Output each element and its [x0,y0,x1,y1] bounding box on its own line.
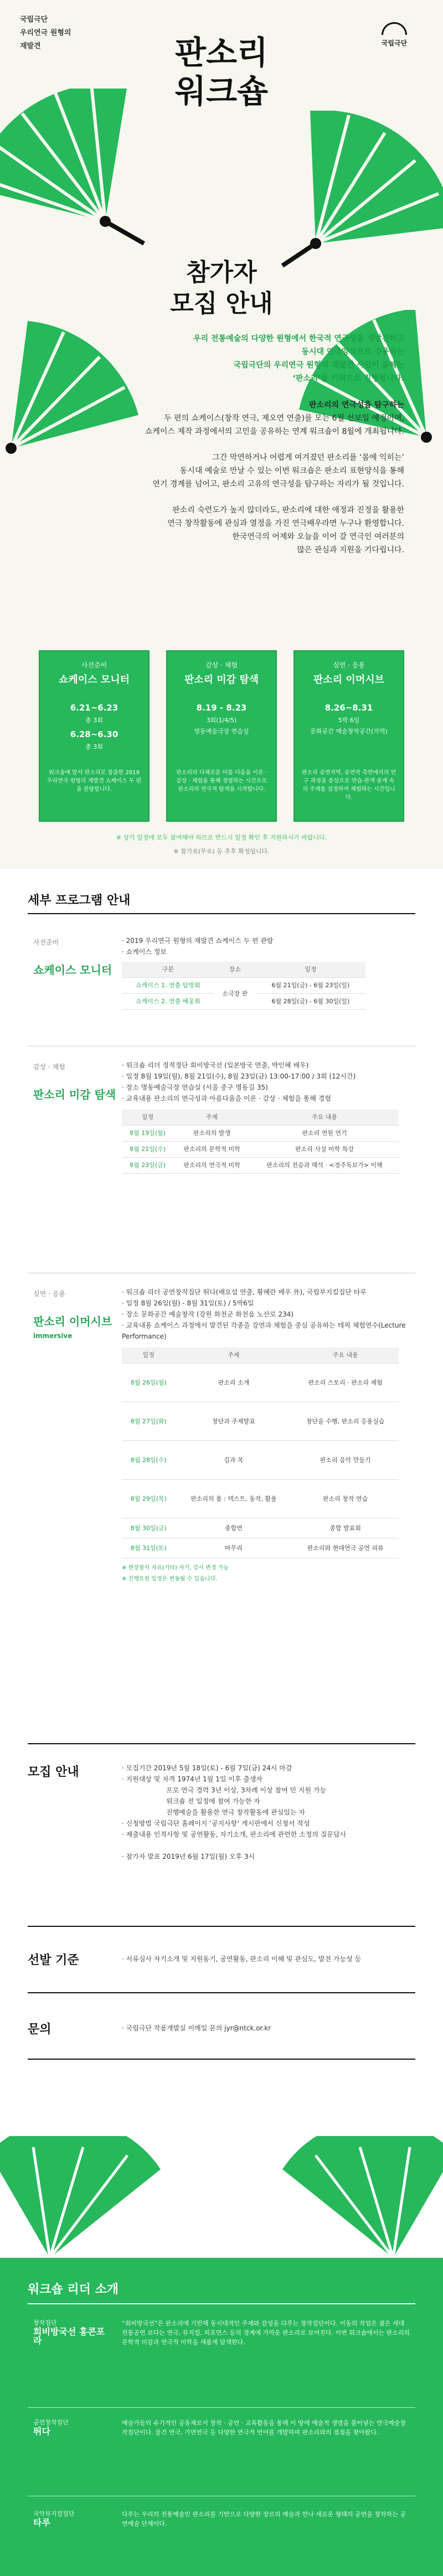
row-line: · 일정 8월 19일(월), 8월 21일(수), 8월 23일(금) 13:00-17:00 / 3회 (12시간) [122,1072,356,1080]
divider [28,913,415,914]
table-row [122,978,365,994]
card-venue: 문화공간 예술창작공간(지역) [310,728,388,735]
table-cell: 판소리의 몸 : 텍스트, 동작, 활용 [176,1480,292,1518]
card-immersive [293,650,404,822]
table-cell: 판소리의 전승과 해석 · <경주독보가> 이해 [250,1158,399,1174]
leader-name-block [33,2319,111,2345]
intro-paragraph-4 [39,504,404,557]
schedule-cards [39,650,404,822]
card-date-sub: 총 3회 [85,743,103,750]
card-showcase-monitor [39,650,150,822]
intro-line: 연극 창작활동에 관심과 열정을 가진 연극배우라면 누구나 환영합니다. [167,519,404,528]
table-cell: 8월 26일(월) [122,1364,176,1402]
leader-desc: “회비방국선”은 판소리에 기반해 동시대적인 주제와 감성을 다루는 창작집단이다. 이동의 작업은 젊은 세대 전통공연 보다는 연극, 뮤지컬, 퍼포먼스 등의 경계에 가까운 판소리로 보여진다. 이번 워크숍에서는 판소리의 문학적 미감과 연극적 미학을 새롭게 탐색한다. [122,2320,410,2346]
divider [28,2407,415,2408]
row-line: · 장소 문화공간 예술창작 (강원 화천군 화천읍 노산로 234) [122,1310,294,1318]
intro-paragraph-2 [39,398,404,438]
recruit-title: 모집 안내 [28,1765,79,1779]
footnote: ※ 현장참석 자료(기타) 자기, 강사 변경 가능 [122,1565,229,1571]
intro-line: 많은 관심과 지원을 기다립니다. [297,546,404,554]
showcase-table [122,962,365,1010]
table-cell: 8월 31일(토) [122,1538,176,1558]
contact-line[interactable]: · 국립극단 작품개발실 이메일 문의 jyr@ntck.or.kr [122,2024,271,2032]
leader-name-block [33,2418,111,2436]
row-category: 사전준비 [33,939,59,946]
row-title: 판소리 미감 탐색 [33,1088,116,1101]
table-cell: 판소리 소개 [176,1364,292,1402]
notice-text: ※ 상기 일정에 모두 참여해야 하므로 반드시 일정 확인 후 지원하시기 바랍니다. [116,834,327,841]
row-line: · 2019 우리연극 원형의 재발견 쇼케이스 두 편 관람 [122,937,274,945]
intro-line: 한국연극의 어제와 오늘을 이어 갈 연극인 여러분의 [232,532,404,541]
fan-right-icon [238,111,443,277]
logo-text: 국립극단 [381,39,408,47]
card-venue: 명동예술극장 연습실 [194,728,249,735]
intro-line: 두 편의 쇼케이스(창작 연극, 제오연 연출)를 모는 6월 선보일 예정이며, [164,414,404,423]
table-row [122,1538,399,1558]
recruit-line: · 모집기간 2019년 5월 18일(토) - 6월 7일(금) 24시 마감 [122,1764,292,1772]
table-cell: 판소리 스토리 · 판소리 체험 [292,1364,399,1402]
row-category: 실연 · 응용 [33,1290,65,1298]
table-cell: 종합 발표회 [292,1518,399,1538]
main-title-line: 판소리 [174,34,269,71]
footer-fans-icon [0,2136,443,2258]
table-cell: 판소리 사설 미학 특강 [250,1142,399,1158]
table-header: 주제 [176,1347,292,1364]
recruit-line: · 제출내용 인적사항 및 공연활동, 자기소개, 판소리에 관련한 소정의 질문답사 [122,1831,347,1838]
leader-desc: 예술가들의 유기적인 공동체로서 창작 · 공연 · 교육활동을 통해 이 땅에 예술적 생명을 불어넣는 연극예술창작집단이다. 물건 연극, 가면연극 등 다양한 연극적 언어를 개발하며 판소리와의 접점을 찾아왔다. [122,2419,406,2436]
table-cell: 길과 목 [176,1441,292,1480]
intro-line: 쇼케이스 제작 과정에서의 고민을 공유하는 연계 워크숍이 8월에 개최됩니다. [145,427,404,436]
table-cell: 판소리 창작 연습 [292,1480,399,1518]
intro-line: ‘판소리’를 키워드로 진행됩니다. [292,374,404,383]
aesthetic-table [122,1110,399,1174]
org-line: 재발견 [20,42,41,50]
criteria-title: 선발 기준 [28,1953,79,1967]
row-title: 판소리 이머시브 [33,1315,112,1328]
leader-name: 뛰다 [33,2426,50,2437]
table-cell: 쇼케이스 1. 연출 탐방회 [122,978,214,994]
card-aesthetic-explore [166,650,277,822]
recruit-line: 프로 연극 경력 3년 이상, 3차례 이상 참여 민 지원 가능 [166,1786,327,1794]
table-row [122,1518,399,1538]
row-line: · 워크숍 리더 공연창작집단 뛰다(배요섭 연출, 황혜란 배우 外), 국립부지킬집단 타루 [122,1288,367,1296]
card-date-sub: 3회(1/4/5) [206,717,237,724]
table-cell: 창단과 주제발표 [176,1402,292,1441]
table-cell: 8월 19일(월) [122,1126,173,1142]
table-header: 일정 [122,1110,173,1126]
row-line: · 일정 8월 26일(월) - 8월 31일(토) / 5박6일 [122,1299,254,1307]
program-row-content [122,1060,410,1174]
program-row-label [33,1287,112,1343]
table-header: 장소 [214,962,256,978]
row-title: 쇼케이스 모니터 [33,963,112,977]
leader-name: 타루 [33,2517,50,2528]
card-name: 판소리 미감 탐색 [184,674,259,686]
card-date-sub: 5박 6일 [338,717,360,724]
table-cell: 종합연 [176,1518,292,1538]
row-category: 감상 · 체험 [33,1063,65,1071]
main-title-line: 워크숍 [174,72,269,110]
card-date: 8.19 - 8.23 [196,703,247,713]
table-row [122,1480,399,1518]
table-row [122,1364,399,1402]
intro-line: 판소리 숙련도가 높지 않더라도, 판소리에 대한 애정과 진정을 활용한 [172,506,404,515]
table-row [122,1126,399,1142]
intro-line: 동시대 예술로 만날 수 있는 이번 워크숍은 판소리 표현양식을 통해 [179,467,404,475]
sub-title-line: 참가자 [186,258,257,287]
recruit-content [122,1763,410,1862]
card-desc: 판소리의 다채로운 미를 다음을 이론 · 감상 · 체험을 통해 경험하는 시간으로 판소리의 연극적 탐색을 시작합니다. [176,770,267,792]
leader-tag: 국악뮤지컬집단 [33,2510,75,2517]
org-line: 국립극단 [20,15,48,24]
criteria-line: · 서류심사 자기소개 및 지원동기, 공연활동, 판소리 이해 및 관심도, 발전 가능성 등 [122,1955,361,1963]
divider [28,2303,415,2304]
row-title-en: immersive [33,1332,73,1340]
table-cell: 창단을 수행, 판소리 응용실습 [292,1402,399,1441]
row-line: · 쇼케이스 정보 [122,948,167,956]
notice-text: ※ 참가료(무료) 등 추후 확정됩니다. [173,848,270,855]
row-line: · 교육내용 쇼케이스 과정에서 발견된 각종을 강연과 체험을 중심 공유하는 테픽 체험연수(Lecture Performance) [122,1321,406,1340]
table-header: 주요 내용 [292,1347,399,1364]
card-category: 실연 · 응용 [333,661,365,669]
org-line: 우리연극 원형의 [20,29,71,37]
leaders-section [0,2258,443,2576]
recruit-line: · 지원대상 및 자격 1974년 1월 1일 이후 출생자 [122,1775,263,1783]
card-date: 6.21~6.23 [70,703,119,713]
table-row [122,1158,399,1174]
table-cell: 판소리의 발생 [173,1126,250,1142]
table-cell: 소극장 판 [214,978,256,1010]
table-cell: 6월 21일(금) - 6월 23일(일) [256,978,365,994]
table-cell: 8월 27일(화) [122,1402,176,1441]
table-cell: 판소리와 현대연극 공연 리뷰 [292,1538,399,1558]
divider [28,2059,415,2060]
table-header: 주요 내용 [250,1110,399,1126]
card-category: 사전준비 [81,661,107,669]
table-cell: 8월 23일(금) [122,1158,173,1174]
table-header: 일정 [122,1347,176,1364]
program-row-content [122,1287,410,1585]
recruit-line: · 신청방법 국립극단 홈페이지 ‘공지사항’ 게시판에서 신청서 작성 [122,1820,310,1827]
hero-section [0,0,443,581]
divider [28,1926,415,1927]
table-row [122,1402,399,1441]
card-date: 8.26~8.31 [324,703,373,713]
table-cell: 쇼케이스 2. 연출 배웅회 [122,994,214,1010]
table-cell: 8월 21일(수) [122,1142,173,1158]
table-row [122,1142,399,1158]
intro-line: 연기 경계를 넘어고, 판소리 고유의 연극성을 탐구하는 자리가 될 것입니다. [152,480,404,489]
contact-title: 문의 [28,2023,51,2036]
program-row-label [33,1060,116,1102]
leader-name-block [33,2510,111,2527]
table-row [122,1441,399,1480]
leader-tag: 공연창작집단 [33,2419,69,2426]
card-date-sub: 총 3회 [85,717,103,724]
footnote: ※ 진행요원 일정은 변동될 수 있습니다. [122,1576,218,1582]
table-cell: 8월 30일(금) [122,1518,176,1538]
leaders-title: 워크숍 리더 소개 [28,2283,119,2297]
fan-left-icon [0,89,210,255]
table-cell: 판소리 연원 연기 [250,1126,399,1142]
intro-line: 국립극단의 우리연극 원형의 재발견 사업이 올해는 [233,361,404,370]
table-header: 주제 [173,1110,250,1126]
table-cell: 마무리 [176,1538,292,1558]
divider [28,1743,415,1744]
table-cell: 판소리 음악 만들기 [292,1441,399,1480]
row-line: · 장소 명동예술극장 연습실 (서울 중구 명동길 35) [122,1084,268,1091]
recruit-line: 진행예술을 활용한 연극 창작활동에 관심있는 자 [166,1808,305,1816]
card-desc: 판소리 공연지역, 공연작 측면에서의 연구 과정을 중심으로 연습-관객 중계 속의 주제를 설정하여 체험하는 시간입니다. [301,770,396,801]
table-cell: 6월 28일(금) - 6월 30일(일) [256,994,365,1010]
recruit-line: · 참가자 발표 2019년 6월 17일(월) 오후 3시 [122,1853,255,1860]
leader-desc: 다루는 우리의 전통예술인 판소리를 기반으로 다양한 장르의 예술과 만나 새로운 형태의 공연을 창작하는 공연예술 단체이다. [122,2511,406,2527]
intro-paragraph-1 [39,332,404,385]
table-cell: 판소리의 연극적 미학 [173,1158,250,1174]
table-cell: 8월 29일(목) [122,1480,176,1518]
card-name: 쇼케이스 모니터 [59,674,130,686]
table-cell: 8월 28일(수) [122,1441,176,1480]
table-header: 구분 [122,962,214,978]
table-header: 일정 [256,962,365,978]
table-cell: 판소리의 문학적 미학 [173,1142,250,1158]
card-category: 감상 · 체험 [205,661,238,669]
divider [28,1992,415,1993]
card-date: 6.28~6.30 [70,729,119,739]
intro-paragraph-3 [39,451,404,491]
sub-title-line: 모집 안내 [170,289,273,318]
program-row-content [122,935,410,1010]
leader-tag: 창작집단 [33,2319,57,2326]
intro-line: 동시대 연극양식으로 수용하는 [301,348,404,356]
row-line: · 교육내용 판소리의 연극성과 아름다움을 이론 · 감상 · 체험을 통해 경험 [122,1095,331,1102]
card-name: 판소리 이머시브 [313,674,384,686]
intro-line: 판소리의 연극성을 탐구하는 [308,401,404,410]
program-section-title: 세부 프로그램 안내 [28,894,131,908]
program-row-label [33,935,112,977]
row-line: · 워크숍 리더 정적정단 회비방국선 (일본방국 연출, 박인혜 배우) [122,1061,309,1069]
card-desc: 워크숍에 앞서 판소리로 창출한 2019 우리연극 원형의 재발견 쇼케이스 두 편을 관람합니다. [47,770,142,792]
intro-line: 그간 막연하거나 어렵게 여겨졌던 판소리를 ‘몸에 익히는’ [212,453,404,462]
immersive-table [122,1347,399,1558]
leader-name: 회비방국선 홍콘포라 [33,2326,105,2346]
intro-line: 우리 전통예술의 다양한 원형에서 한국적 연극성을 재발견하고 [193,334,404,343]
recruit-line: 워크숍 전 일정에 참여 가능한 자 [166,1797,260,1805]
